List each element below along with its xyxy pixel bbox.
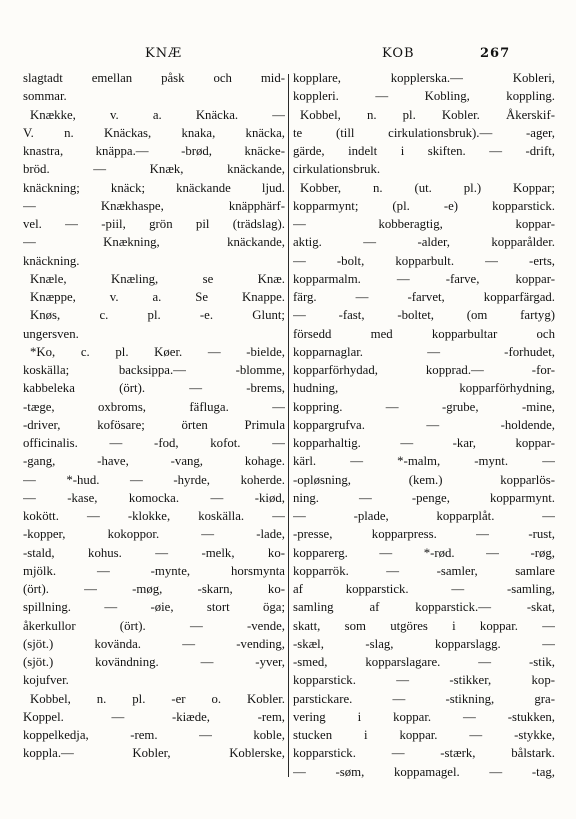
text-line: — -søm, koppamagel. — -tag, [293, 764, 555, 779]
text-line: (sjöt.) kovända. — -vending, [23, 636, 285, 651]
text-line: Knøs, c. pl. -e. Glunt; [30, 308, 285, 323]
text-line: hudning, kopparförhydning, [293, 381, 555, 396]
text-line: kopparförhydad, kopprad.— -for- [293, 363, 555, 377]
text-line: koskälla; backsippa.— -blomme, [23, 363, 285, 377]
text-line: mjölk. — -mynte, horsmynta [23, 563, 285, 578]
text-line: gärde, indelt i skiften. — -drift, [293, 144, 555, 158]
text-line: vering i koppar. — -stukken, [293, 709, 555, 724]
text-line: stucken i koppar. — -stykke, [293, 728, 555, 742]
text-line: koppla.— Kobler, Koblerske, [23, 746, 285, 761]
text-line: kopparrök. — -samler, samlare [293, 563, 555, 578]
text-line: åkerkullor (ört). — -vende, [23, 618, 285, 633]
text-line: kärl. — *-malm, -mynt. — [293, 454, 555, 469]
text-line: spillning. — -øie, stort öga; [23, 600, 285, 615]
text-line: koppring. — -grube, -mine, [293, 399, 555, 414]
text-line: kopparstick. — -stikker, kop- [293, 673, 555, 688]
text-line: Kobber, n. (ut. pl.) Koppar; [300, 180, 555, 195]
text-line: ungersven. [23, 326, 79, 341]
text-line: cirkulationsbruk. [293, 162, 381, 177]
text-line: -gang, -have, -vang, kohage. [23, 454, 285, 469]
text-line: Knække, v. a. Knäcka. — [30, 107, 285, 122]
right-column [293, 69, 555, 781]
text-line: -skæl, -slag, kopparslagg. — [293, 636, 555, 651]
text-line: kopparhaltig. — -kar, koppar- [293, 436, 555, 450]
text-line: koppleri. — Kobling, koppling. [293, 89, 555, 104]
text-line: samling af kopparstick.— -skat, [293, 600, 555, 615]
text-line: (ört). — -møg, -skarn, ko- [23, 582, 285, 596]
text-line: -smed, kopparslagare. — -stik, [293, 655, 555, 669]
text-line: kopparmynt; (pl. -e) kopparstick. [293, 198, 555, 213]
text-line: — Knækning, knäckande, [23, 235, 285, 250]
text-line: bröd. — Knæk, knäckande, [23, 162, 285, 177]
text-line: kopparnaglar. — -forhudet, [293, 344, 555, 359]
text-line: -stald, kohus. — -melk, ko- [23, 545, 285, 560]
text-line: — -plade, kopparplåt. — [293, 509, 555, 523]
text-line: -driver, kofösare; örten Primula [23, 417, 285, 432]
text-line: skatt, som utgöres i koppar. — [293, 618, 555, 633]
text-line: sommar. [23, 89, 67, 104]
text-line: ning. — -penge, kopparmynt. [293, 490, 555, 505]
text-line: kopparmalm. — -farve, koppar- [293, 271, 555, 286]
text-line: koppargrufva. — -holdende, [293, 417, 555, 432]
text-line: vel. — -piil, grön pil (trädslag). [23, 217, 285, 231]
text-line: — -fast, -boltet, (om fartyg) [293, 308, 555, 323]
text-line: kabbeleka (ört). — -brems, [23, 381, 285, 396]
running-head-left: KNÆ [145, 46, 183, 61]
text-line: knastra, knäppa.— -brød, knäcke- [23, 144, 285, 158]
text-line: kopplare, kopplerska.— Kobleri, [293, 71, 555, 85]
text-line: knäckning; knäck; knäckande ljud. [23, 180, 285, 195]
text-line: — *-hud. — -hyrde, koherde. [23, 472, 285, 487]
text-line: -presse, kopparpress. — -rust, [293, 527, 555, 542]
running-head-right: KOB [382, 46, 415, 61]
text-line: kopparerg. — *-rød. — -røg, [293, 545, 555, 560]
text-line: kokött. — -klokke, koskälla. — [23, 509, 285, 523]
text-line: — -kase, komocka. — -kiød, [23, 490, 285, 505]
column-divider [288, 74, 289, 777]
text-line: Knæppe, v. a. Se Knappe. [30, 290, 285, 304]
text-line: kopparstick. — -stærk, bålstark. [293, 746, 555, 761]
text-line: slagtadt emellan påsk och mid- [23, 71, 285, 85]
text-line: Knæle, Knæling, se Knæ. [30, 271, 285, 286]
text-line: te (till cirkulationsbruk).— -ager, [293, 125, 555, 140]
text-line: *Ko, c. pl. Køer. — -bielde, [30, 344, 285, 359]
text-line: — Knækhaspe, knäpphärf- [23, 198, 285, 213]
page-number: 267 [480, 46, 511, 61]
text-line: -opløsning, (kem.) kopparlös- [293, 472, 555, 487]
text-line: knäckning. [23, 253, 80, 268]
text-line: färg. — -farvet, kopparfärgad. [293, 290, 555, 304]
text-line: parstickare. — -stikning, gra- [293, 691, 555, 706]
text-line: koppelkedja, -rem. — koble, [23, 728, 285, 742]
text-line: försedd med kopparbultar och [293, 326, 555, 341]
text-line: -tæge, oxbroms, fäfluga. — [23, 399, 285, 414]
text-line: af kopparstick. — -samling, [293, 582, 555, 596]
text-line: officinalis. — -fod, kofot. — [23, 436, 285, 450]
left-column [23, 69, 285, 763]
text-line: — kobberagtig, koppar- [293, 217, 555, 231]
text-line: -kopper, kokoppor. — -lade, [23, 527, 285, 542]
text-line: — -bolt, kopparbult. — -erts, [293, 253, 555, 268]
text-line: (sjöt.) kovändning. — -yver, [23, 655, 285, 669]
text-line: V. n. Knäckas, knaka, knäcka, [23, 125, 285, 140]
text-line: Kobbel, n. pl. -er o. Kobler. [30, 691, 285, 706]
text-line: aktig. — -alder, kopparålder. [293, 235, 555, 250]
text-line: kojufver. [23, 673, 69, 688]
text-line: Koppel. — -kiæde, -rem, [23, 709, 285, 724]
text-line: Kobbel, n. pl. Kobler. Åkerskif- [300, 107, 555, 122]
